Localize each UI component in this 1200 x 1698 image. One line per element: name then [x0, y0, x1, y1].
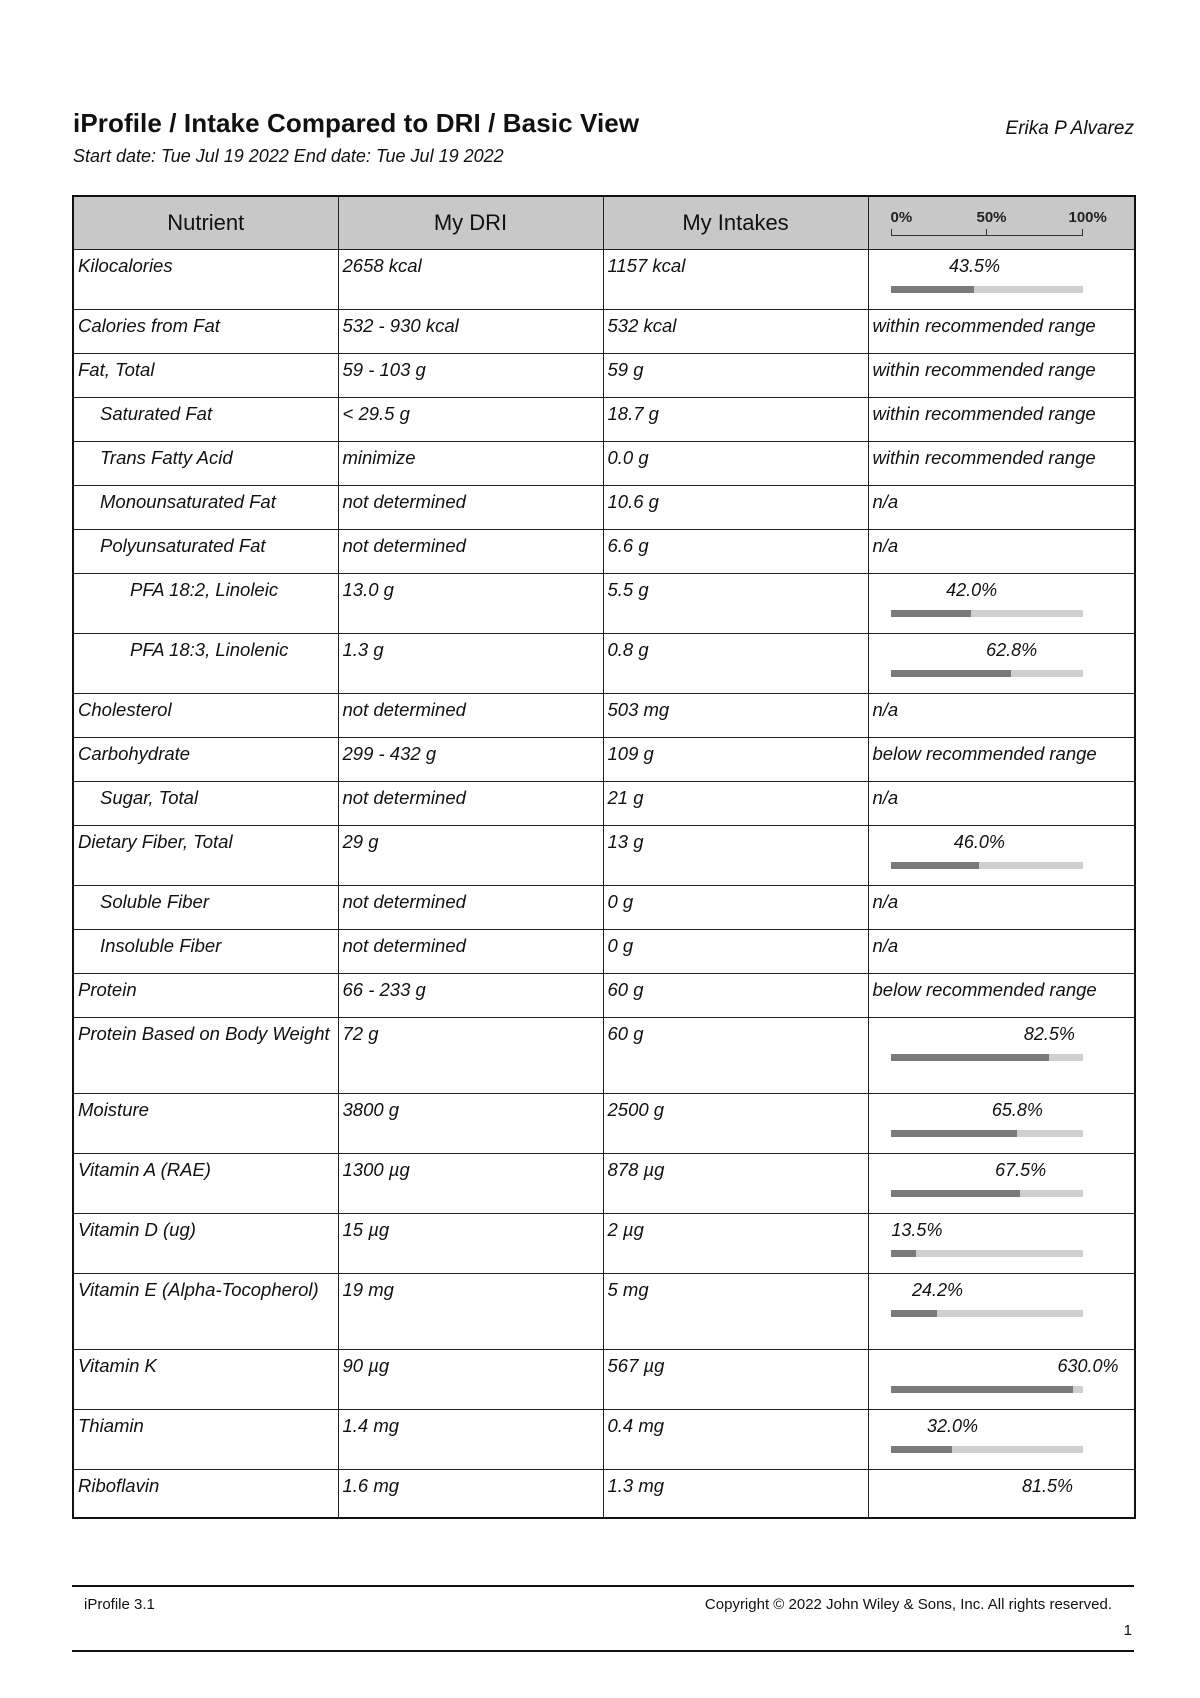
percent-bar-track — [891, 1054, 1083, 1061]
percent-label: 24.2% — [911, 1280, 963, 1300]
percent-bar-track — [891, 1386, 1083, 1393]
cell-nutrient: Fat, Total — [73, 354, 338, 398]
cell-status: within recommended range — [868, 354, 1135, 398]
cell-my-intake: 13 g — [603, 826, 868, 886]
cell-nutrient: Cholesterol — [73, 694, 338, 738]
cell-status: n/a — [868, 930, 1135, 974]
cell-my-dri: 1300 µg — [338, 1154, 603, 1214]
cell-my-dri: 59 - 103 g — [338, 354, 603, 398]
cell-my-dri: 15 µg — [338, 1214, 603, 1274]
cell-nutrient: Riboflavin — [73, 1470, 338, 1519]
cell-percent-bar — [868, 1214, 1135, 1274]
cell-my-intake: 878 µg — [603, 1154, 868, 1214]
cell-nutrient: Carbohydrate — [73, 738, 338, 782]
cell-my-intake: 1.3 mg — [603, 1470, 868, 1519]
cell-nutrient: Dietary Fiber, Total — [73, 826, 338, 886]
table-row — [73, 250, 1135, 310]
percent-label: 65.8% — [991, 1100, 1043, 1120]
percent-bar-fill — [891, 1130, 1017, 1137]
table-header-row — [73, 196, 1135, 250]
cell-my-intake: 0.4 mg — [603, 1410, 868, 1470]
scale-label-0: 0% — [890, 209, 913, 226]
table-row — [73, 1214, 1135, 1274]
cell-status: within recommended range — [868, 310, 1135, 354]
table-row — [73, 310, 1135, 354]
percent-label: 630.0% — [1057, 1356, 1119, 1376]
cell-status: n/a — [868, 886, 1135, 930]
cell-status: n/a — [868, 782, 1135, 826]
cell-my-intake: 0 g — [603, 930, 868, 974]
cell-my-dri: not determined — [338, 782, 603, 826]
percent-label: 46.0% — [953, 832, 1005, 852]
cell-my-dri: not determined — [338, 486, 603, 530]
cell-nutrient: Monounsaturated Fat — [73, 486, 338, 530]
percent-label: 13.5% — [891, 1220, 943, 1240]
table-row — [73, 354, 1135, 398]
scale-axis — [891, 235, 1083, 236]
cell-nutrient: Polyunsaturated Fat — [73, 530, 338, 574]
cell-nutrient: Trans Fatty Acid — [73, 442, 338, 486]
percent-label: 62.8% — [986, 640, 1038, 660]
cell-my-intake: 0.0 g — [603, 442, 868, 486]
cell-nutrient: Sugar, Total — [73, 782, 338, 826]
percent-bar-fill — [891, 286, 975, 293]
cell-my-intake: 6.6 g — [603, 530, 868, 574]
cell-nutrient: PFA 18:3, Linolenic — [73, 634, 338, 694]
cell-my-intake: 10.6 g — [603, 486, 868, 530]
footer-rule-top — [72, 1585, 1134, 1587]
cell-my-dri: 299 - 432 g — [338, 738, 603, 782]
cell-nutrient: Vitamin A (RAE) — [73, 1154, 338, 1214]
column-header-nutrient: Nutrient — [73, 196, 338, 250]
cell-nutrient: Soluble Fiber — [73, 886, 338, 930]
cell-status: n/a — [868, 530, 1135, 574]
percent-bar-track — [891, 1446, 1083, 1453]
cell-nutrient: Insoluble Fiber — [73, 930, 338, 974]
cell-percent-bar — [868, 574, 1135, 634]
table-row — [73, 826, 1135, 886]
cell-my-dri: not determined — [338, 694, 603, 738]
table-row — [73, 398, 1135, 442]
percent-bar-track — [891, 862, 1083, 869]
table-row — [73, 1274, 1135, 1350]
percent-bar-track — [891, 1190, 1083, 1197]
table-row — [73, 1018, 1135, 1094]
cell-nutrient: Kilocalories — [73, 250, 338, 310]
column-header-my-intakes: My Intakes — [603, 196, 868, 250]
cell-my-dri: not determined — [338, 930, 603, 974]
cell-my-dri: 72 g — [338, 1018, 603, 1094]
cell-my-dri: 3800 g — [338, 1094, 603, 1154]
cell-status: within recommended range — [868, 398, 1135, 442]
cell-status: within recommended range — [868, 442, 1135, 486]
cell-percent-bar — [868, 826, 1135, 886]
cell-percent-bar — [868, 1470, 1135, 1519]
cell-my-intake: 60 g — [603, 974, 868, 1018]
cell-nutrient: Thiamin — [73, 1410, 338, 1470]
table-row — [73, 694, 1135, 738]
cell-my-dri: 29 g — [338, 826, 603, 886]
date-range: Start date: Tue Jul 19 2022 End date: Tue Jul 19 2022 — [73, 146, 504, 166]
cell-percent-bar — [868, 250, 1135, 310]
percent-bar-fill — [891, 1310, 937, 1317]
percent-label: 82.5% — [1023, 1024, 1075, 1044]
cell-my-intake: 2500 g — [603, 1094, 868, 1154]
cell-nutrient: Vitamin D (ug) — [73, 1214, 338, 1274]
table-row — [73, 634, 1135, 694]
dri-table — [72, 195, 1136, 1519]
percent-bar-track — [891, 1250, 1083, 1257]
cell-percent-bar — [868, 1018, 1135, 1094]
table-row — [73, 530, 1135, 574]
percent-label: 81.5% — [1021, 1476, 1074, 1496]
cell-nutrient: Calories from Fat — [73, 310, 338, 354]
table-row — [73, 1154, 1135, 1214]
user-name: Erika P Alvarez — [1005, 118, 1134, 139]
table-row — [73, 1094, 1135, 1154]
table-row — [73, 974, 1135, 1018]
cell-my-dri: 1.6 mg — [338, 1470, 603, 1519]
cell-my-intake: 0.8 g — [603, 634, 868, 694]
cell-status: below recommended range — [868, 974, 1135, 1018]
percent-bar-fill — [891, 670, 1012, 677]
cell-nutrient: PFA 18:2, Linoleic — [73, 574, 338, 634]
cell-my-dri: not determined — [338, 530, 603, 574]
cell-my-dri: 2658 kcal — [338, 250, 603, 310]
footer-version: iProfile 3.1 — [84, 1596, 155, 1613]
cell-my-dri: 19 mg — [338, 1274, 603, 1350]
cell-nutrient: Saturated Fat — [73, 398, 338, 442]
table-row — [73, 574, 1135, 634]
table-row — [73, 1470, 1135, 1519]
cell-percent-bar — [868, 1274, 1135, 1350]
cell-percent-bar — [868, 1410, 1135, 1470]
cell-nutrient: Vitamin E (Alpha-Tocopherol) — [73, 1274, 338, 1350]
cell-percent-bar — [868, 1094, 1135, 1154]
cell-my-intake: 5 mg — [603, 1274, 868, 1350]
cell-percent-bar — [868, 1350, 1135, 1410]
footer-copyright: Copyright © 2022 John Wiley & Sons, Inc. All rights reserved. — [704, 1596, 1112, 1613]
cell-nutrient: Protein — [73, 974, 338, 1018]
scale-tick — [891, 229, 892, 236]
percent-bar-track — [891, 286, 1083, 293]
cell-my-dri: minimize — [338, 442, 603, 486]
page-title: iProfile / Intake Compared to DRI / Basic View — [73, 108, 640, 138]
cell-my-intake: 503 mg — [603, 694, 868, 738]
percent-label: 42.0% — [946, 580, 998, 600]
footer-rule-bottom — [72, 1650, 1134, 1652]
cell-nutrient: Protein Based on Body Weight — [73, 1018, 338, 1094]
cell-status: below recommended range — [868, 738, 1135, 782]
percent-bar-fill — [891, 1386, 1073, 1393]
table-row — [73, 738, 1135, 782]
cell-my-intake: 21 g — [603, 782, 868, 826]
cell-my-dri: 1.3 g — [338, 634, 603, 694]
scale-tick — [1082, 229, 1083, 236]
cell-my-intake: 60 g — [603, 1018, 868, 1094]
table-row — [73, 1410, 1135, 1470]
table-row — [73, 782, 1135, 826]
percent-bar-track — [891, 610, 1083, 617]
cell-percent-bar — [868, 634, 1135, 694]
percent-bar-track — [891, 1310, 1083, 1317]
cell-my-dri: not determined — [338, 886, 603, 930]
table-row — [73, 886, 1135, 930]
cell-my-intake: 2 µg — [603, 1214, 868, 1274]
scale-tick — [986, 229, 987, 236]
column-header-my-dri: My DRI — [338, 196, 603, 250]
table-row — [73, 442, 1135, 486]
cell-nutrient: Vitamin K — [73, 1350, 338, 1410]
scale-label-50: 50% — [976, 209, 1007, 226]
percent-label: 67.5% — [995, 1160, 1047, 1180]
cell-my-dri: 90 µg — [338, 1350, 603, 1410]
percent-scale — [869, 197, 1135, 249]
cell-my-dri: 532 - 930 kcal — [338, 310, 603, 354]
cell-my-intake: 18.7 g — [603, 398, 868, 442]
percent-label: 32.0% — [926, 1416, 978, 1436]
scale-label-100: 100% — [1068, 209, 1107, 226]
cell-my-dri: 13.0 g — [338, 574, 603, 634]
cell-nutrient: Moisture — [73, 1094, 338, 1154]
cell-my-dri: < 29.5 g — [338, 398, 603, 442]
percent-bar-track — [891, 1130, 1083, 1137]
percent-bar-fill — [891, 1190, 1021, 1197]
cell-status: n/a — [868, 694, 1135, 738]
percent-bar-fill — [891, 610, 972, 617]
cell-my-intake: 5.5 g — [603, 574, 868, 634]
column-header-percent-scale — [868, 196, 1135, 250]
percent-bar-fill — [891, 1250, 917, 1257]
percent-bar-track — [891, 670, 1083, 677]
cell-my-intake: 109 g — [603, 738, 868, 782]
cell-my-intake: 567 µg — [603, 1350, 868, 1410]
percent-bar-fill — [891, 1446, 952, 1453]
cell-my-intake: 1157 kcal — [603, 250, 868, 310]
table-row — [73, 1350, 1135, 1410]
cell-my-intake: 0 g — [603, 886, 868, 930]
table-row — [73, 486, 1135, 530]
cell-my-intake: 532 kcal — [603, 310, 868, 354]
percent-bar-fill — [891, 862, 979, 869]
cell-my-dri: 66 - 233 g — [338, 974, 603, 1018]
page-number: 1 — [1123, 1622, 1132, 1639]
percent-bar-fill — [891, 1054, 1049, 1061]
table-row — [73, 930, 1135, 974]
cell-my-intake: 59 g — [603, 354, 868, 398]
cell-my-dri: 1.4 mg — [338, 1410, 603, 1470]
cell-percent-bar — [868, 1154, 1135, 1214]
cell-status: n/a — [868, 486, 1135, 530]
percent-label: 43.5% — [949, 256, 1001, 276]
